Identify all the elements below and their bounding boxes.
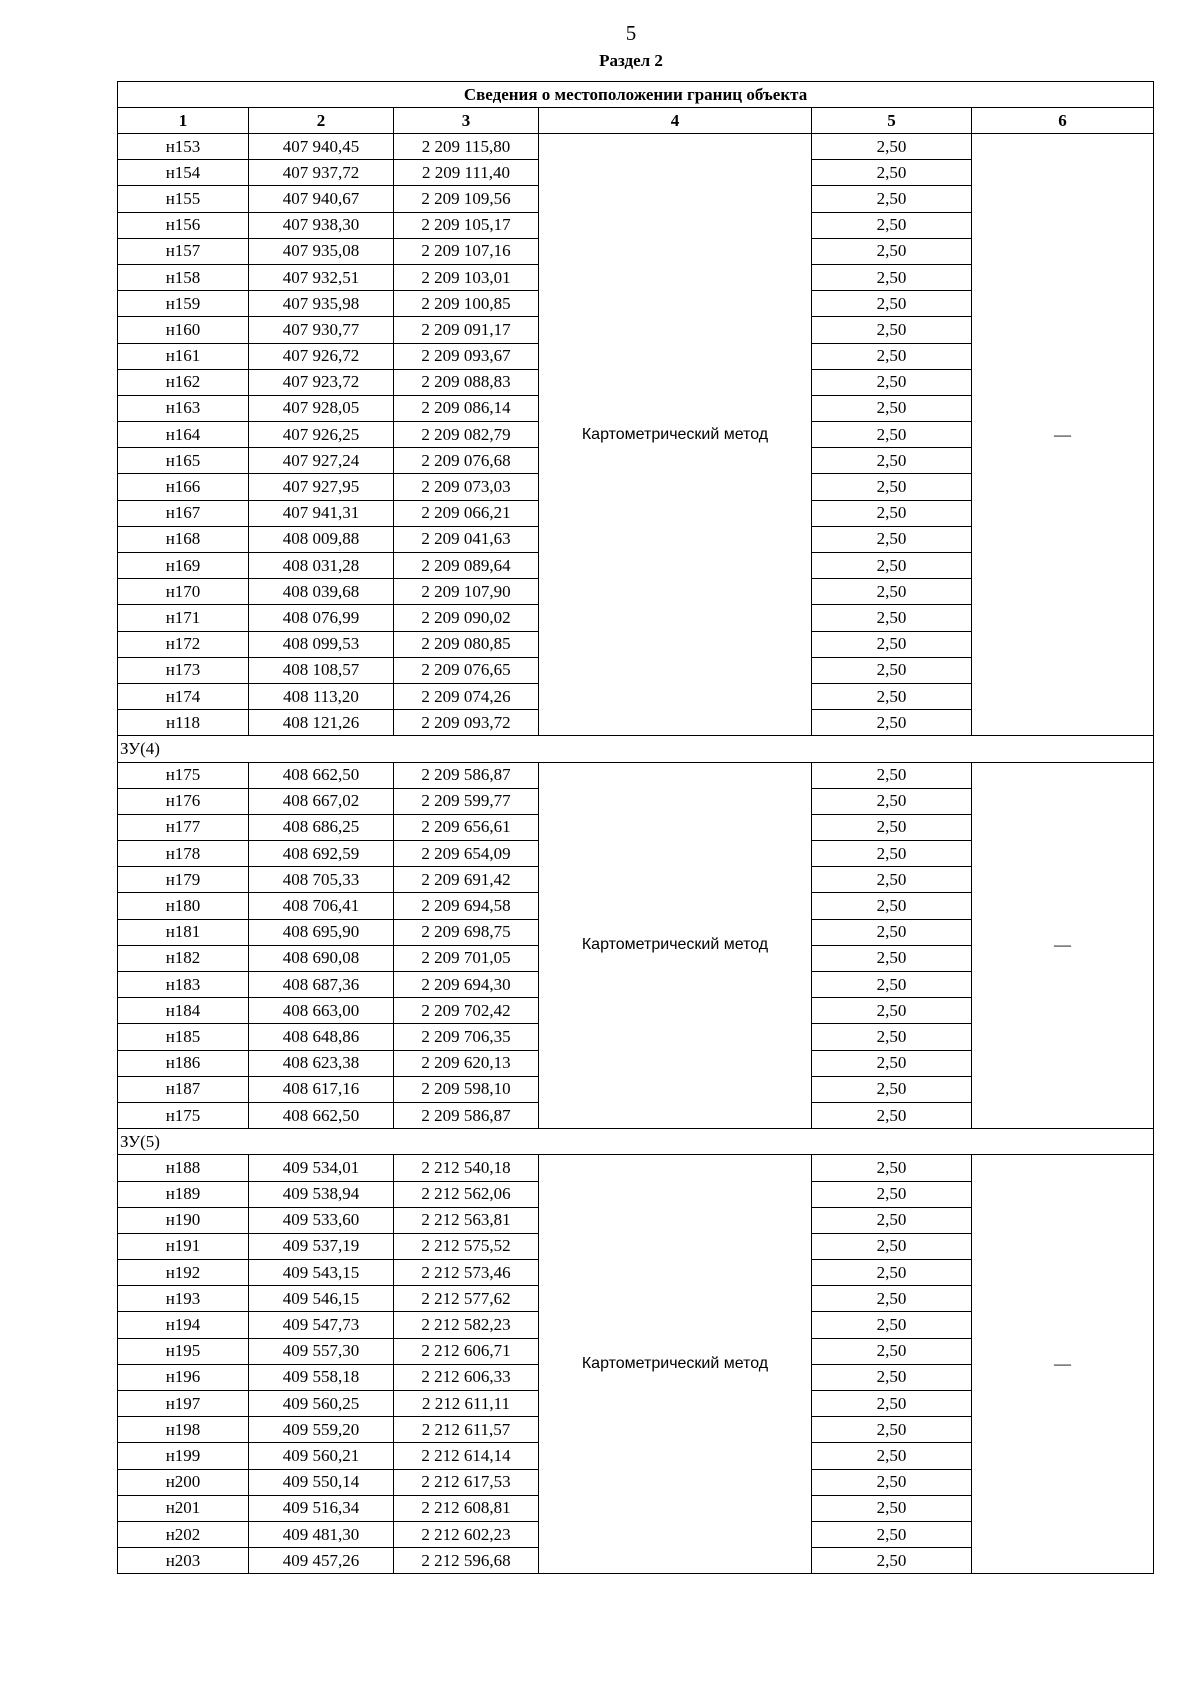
y-coordinate-cell: 2 212 573,46 bbox=[394, 1260, 539, 1286]
y-coordinate-cell: 2 209 702,42 bbox=[394, 998, 539, 1024]
point-name-cell: н182 bbox=[118, 945, 249, 971]
point-name-cell: н158 bbox=[118, 264, 249, 290]
y-coordinate-cell: 2 209 109,56 bbox=[394, 186, 539, 212]
x-coordinate-cell: 409 558,18 bbox=[249, 1364, 394, 1390]
x-coordinate-cell: 408 121,26 bbox=[249, 710, 394, 736]
y-coordinate-cell: 2 209 093,67 bbox=[394, 343, 539, 369]
column-header: 6 bbox=[972, 108, 1154, 134]
accuracy-cell: 2,50 bbox=[812, 710, 972, 736]
x-coordinate-cell: 407 926,25 bbox=[249, 422, 394, 448]
y-coordinate-cell: 2 212 540,18 bbox=[394, 1155, 539, 1181]
accuracy-cell: 2,50 bbox=[812, 526, 972, 552]
y-coordinate-cell: 2 209 073,03 bbox=[394, 474, 539, 500]
x-coordinate-cell: 407 930,77 bbox=[249, 317, 394, 343]
y-coordinate-cell: 2 212 606,33 bbox=[394, 1364, 539, 1390]
x-coordinate-cell: 407 928,05 bbox=[249, 395, 394, 421]
x-coordinate-cell: 409 537,19 bbox=[249, 1233, 394, 1259]
x-coordinate-cell: 408 009,88 bbox=[249, 526, 394, 552]
x-coordinate-cell: 408 623,38 bbox=[249, 1050, 394, 1076]
accuracy-cell: 2,50 bbox=[812, 1260, 972, 1286]
x-coordinate-cell: 408 039,68 bbox=[249, 579, 394, 605]
y-coordinate-cell: 2 209 041,63 bbox=[394, 526, 539, 552]
section-title: Раздел 2 bbox=[599, 51, 663, 70]
x-coordinate-cell: 408 690,08 bbox=[249, 945, 394, 971]
point-name-cell: н194 bbox=[118, 1312, 249, 1338]
y-coordinate-cell: 2 209 080,85 bbox=[394, 631, 539, 657]
group-label: ЗУ(4) bbox=[118, 736, 1154, 762]
boundary-coordinates-table bbox=[117, 81, 1154, 1574]
accuracy-cell: 2,50 bbox=[812, 422, 972, 448]
point-name-cell: н167 bbox=[118, 500, 249, 526]
accuracy-cell: 2,50 bbox=[812, 1469, 972, 1495]
accuracy-cell: 2,50 bbox=[812, 1312, 972, 1338]
point-name-cell: н155 bbox=[118, 186, 249, 212]
method-cell: Картометрический метод bbox=[539, 134, 812, 736]
x-coordinate-cell: 409 543,15 bbox=[249, 1260, 394, 1286]
x-coordinate-cell: 407 937,72 bbox=[249, 160, 394, 186]
accuracy-cell: 2,50 bbox=[812, 1155, 972, 1181]
point-name-cell: н176 bbox=[118, 788, 249, 814]
accuracy-cell: 2,50 bbox=[812, 343, 972, 369]
y-coordinate-cell: 2 209 100,85 bbox=[394, 291, 539, 317]
y-coordinate-cell: 2 209 082,79 bbox=[394, 422, 539, 448]
y-coordinate-cell: 2 212 563,81 bbox=[394, 1207, 539, 1233]
accuracy-cell: 2,50 bbox=[812, 1233, 972, 1259]
accuracy-cell: 2,50 bbox=[812, 1391, 972, 1417]
point-name-cell: н162 bbox=[118, 369, 249, 395]
x-coordinate-cell: 408 099,53 bbox=[249, 631, 394, 657]
point-name-cell: н171 bbox=[118, 605, 249, 631]
x-coordinate-cell: 408 705,33 bbox=[249, 867, 394, 893]
accuracy-cell: 2,50 bbox=[812, 238, 972, 264]
x-coordinate-cell: 407 935,08 bbox=[249, 238, 394, 264]
x-coordinate-cell: 408 076,99 bbox=[249, 605, 394, 631]
accuracy-cell: 2,50 bbox=[812, 1443, 972, 1469]
x-coordinate-cell: 409 533,60 bbox=[249, 1207, 394, 1233]
y-coordinate-cell: 2 209 105,17 bbox=[394, 212, 539, 238]
point-name-cell: н160 bbox=[118, 317, 249, 343]
point-name-cell: н203 bbox=[118, 1548, 249, 1574]
point-name-cell: н154 bbox=[118, 160, 249, 186]
x-coordinate-cell: 407 941,31 bbox=[249, 500, 394, 526]
x-coordinate-cell: 409 538,94 bbox=[249, 1181, 394, 1207]
point-name-cell: н170 bbox=[118, 579, 249, 605]
point-name-cell: н159 bbox=[118, 291, 249, 317]
x-coordinate-cell: 409 457,26 bbox=[249, 1548, 394, 1574]
point-name-cell: н201 bbox=[118, 1495, 249, 1521]
point-name-cell: н173 bbox=[118, 657, 249, 683]
table-row bbox=[118, 1155, 1154, 1181]
point-name-cell: н177 bbox=[118, 814, 249, 840]
y-coordinate-cell: 2 209 620,13 bbox=[394, 1050, 539, 1076]
table-row bbox=[118, 134, 1154, 160]
y-coordinate-cell: 2 212 617,53 bbox=[394, 1469, 539, 1495]
point-name-cell: н196 bbox=[118, 1364, 249, 1390]
accuracy-cell: 2,50 bbox=[812, 317, 972, 343]
x-coordinate-cell: 408 695,90 bbox=[249, 919, 394, 945]
accuracy-cell: 2,50 bbox=[812, 448, 972, 474]
column-header: 3 bbox=[394, 108, 539, 134]
y-coordinate-cell: 2 209 694,58 bbox=[394, 893, 539, 919]
accuracy-cell: 2,50 bbox=[812, 945, 972, 971]
column-header: 5 bbox=[812, 108, 972, 134]
point-name-cell: н163 bbox=[118, 395, 249, 421]
accuracy-cell: 2,50 bbox=[812, 631, 972, 657]
y-coordinate-cell: 2 209 701,05 bbox=[394, 945, 539, 971]
y-coordinate-cell: 2 209 656,61 bbox=[394, 814, 539, 840]
accuracy-cell: 2,50 bbox=[812, 369, 972, 395]
x-coordinate-cell: 409 550,14 bbox=[249, 1469, 394, 1495]
accuracy-cell: 2,50 bbox=[812, 762, 972, 788]
y-coordinate-cell: 2 209 654,09 bbox=[394, 841, 539, 867]
y-coordinate-cell: 2 212 611,11 bbox=[394, 1391, 539, 1417]
point-name-cell: н157 bbox=[118, 238, 249, 264]
point-name-cell: н200 bbox=[118, 1469, 249, 1495]
point-name-cell: н191 bbox=[118, 1233, 249, 1259]
y-coordinate-cell: 2 209 086,14 bbox=[394, 395, 539, 421]
x-coordinate-cell: 408 113,20 bbox=[249, 683, 394, 709]
x-coordinate-cell: 409 560,25 bbox=[249, 1391, 394, 1417]
y-coordinate-cell: 2 209 090,02 bbox=[394, 605, 539, 631]
y-coordinate-cell: 2 209 076,65 bbox=[394, 657, 539, 683]
accuracy-cell: 2,50 bbox=[812, 657, 972, 683]
y-coordinate-cell: 2 209 107,16 bbox=[394, 238, 539, 264]
point-name-cell: н197 bbox=[118, 1391, 249, 1417]
column6-cell: — bbox=[972, 134, 1154, 736]
y-coordinate-cell: 2 212 596,68 bbox=[394, 1548, 539, 1574]
point-name-cell: н192 bbox=[118, 1260, 249, 1286]
x-coordinate-cell: 409 559,20 bbox=[249, 1417, 394, 1443]
x-coordinate-cell: 407 927,24 bbox=[249, 448, 394, 474]
y-coordinate-cell: 2 212 582,23 bbox=[394, 1312, 539, 1338]
accuracy-cell: 2,50 bbox=[812, 1495, 972, 1521]
accuracy-cell: 2,50 bbox=[812, 1338, 972, 1364]
column6-cell: — bbox=[972, 1155, 1154, 1574]
accuracy-cell: 2,50 bbox=[812, 972, 972, 998]
x-coordinate-cell: 408 031,28 bbox=[249, 553, 394, 579]
x-coordinate-cell: 409 516,34 bbox=[249, 1495, 394, 1521]
accuracy-cell: 2,50 bbox=[812, 1417, 972, 1443]
y-coordinate-cell: 2 209 115,80 bbox=[394, 134, 539, 160]
point-name-cell: н172 bbox=[118, 631, 249, 657]
x-coordinate-cell: 407 935,98 bbox=[249, 291, 394, 317]
y-coordinate-cell: 2 209 111,40 bbox=[394, 160, 539, 186]
y-coordinate-cell: 2 209 093,72 bbox=[394, 710, 539, 736]
x-coordinate-cell: 409 547,73 bbox=[249, 1312, 394, 1338]
y-coordinate-cell: 2 209 694,30 bbox=[394, 972, 539, 998]
accuracy-cell: 2,50 bbox=[812, 186, 972, 212]
point-name-cell: н161 bbox=[118, 343, 249, 369]
accuracy-cell: 2,50 bbox=[812, 474, 972, 500]
y-coordinate-cell: 2 212 608,81 bbox=[394, 1495, 539, 1521]
accuracy-cell: 2,50 bbox=[812, 788, 972, 814]
accuracy-cell: 2,50 bbox=[812, 683, 972, 709]
y-coordinate-cell: 2 209 107,90 bbox=[394, 579, 539, 605]
column-header: 4 bbox=[539, 108, 812, 134]
y-coordinate-cell: 2 209 706,35 bbox=[394, 1024, 539, 1050]
x-coordinate-cell: 408 617,16 bbox=[249, 1076, 394, 1102]
x-coordinate-cell: 407 938,30 bbox=[249, 212, 394, 238]
y-coordinate-cell: 2 209 074,26 bbox=[394, 683, 539, 709]
group-label: ЗУ(5) bbox=[118, 1129, 1154, 1155]
x-coordinate-cell: 408 662,50 bbox=[249, 1102, 394, 1128]
point-name-cell: н178 bbox=[118, 841, 249, 867]
x-coordinate-cell: 409 481,30 bbox=[249, 1521, 394, 1547]
accuracy-cell: 2,50 bbox=[812, 134, 972, 160]
accuracy-cell: 2,50 bbox=[812, 605, 972, 631]
y-coordinate-cell: 2 209 586,87 bbox=[394, 1102, 539, 1128]
column-header: 2 bbox=[249, 108, 394, 134]
x-coordinate-cell: 408 686,25 bbox=[249, 814, 394, 840]
x-coordinate-cell: 408 667,02 bbox=[249, 788, 394, 814]
x-coordinate-cell: 407 940,45 bbox=[249, 134, 394, 160]
point-name-cell: н199 bbox=[118, 1443, 249, 1469]
accuracy-cell: 2,50 bbox=[812, 500, 972, 526]
point-name-cell: н181 bbox=[118, 919, 249, 945]
point-name-cell: н175 bbox=[118, 762, 249, 788]
y-coordinate-cell: 2 212 611,57 bbox=[394, 1417, 539, 1443]
x-coordinate-cell: 409 534,01 bbox=[249, 1155, 394, 1181]
column6-cell: — bbox=[972, 762, 1154, 1129]
point-name-cell: н153 bbox=[118, 134, 249, 160]
accuracy-cell: 2,50 bbox=[812, 919, 972, 945]
x-coordinate-cell: 407 923,72 bbox=[249, 369, 394, 395]
point-name-cell: н156 bbox=[118, 212, 249, 238]
x-coordinate-cell: 408 662,50 bbox=[249, 762, 394, 788]
x-coordinate-cell: 407 940,67 bbox=[249, 186, 394, 212]
accuracy-cell: 2,50 bbox=[812, 291, 972, 317]
table-title: Сведения о местоположении границ объекта bbox=[118, 82, 1154, 108]
accuracy-cell: 2,50 bbox=[812, 212, 972, 238]
y-coordinate-cell: 2 209 586,87 bbox=[394, 762, 539, 788]
point-name-cell: н165 bbox=[118, 448, 249, 474]
y-coordinate-cell: 2 209 599,77 bbox=[394, 788, 539, 814]
page-number: 5 bbox=[625, 21, 637, 45]
y-coordinate-cell: 2 212 562,06 bbox=[394, 1181, 539, 1207]
y-coordinate-cell: 2 212 575,52 bbox=[394, 1233, 539, 1259]
point-name-cell: н174 bbox=[118, 683, 249, 709]
accuracy-cell: 2,50 bbox=[812, 998, 972, 1024]
group-header-row bbox=[118, 736, 1154, 762]
accuracy-cell: 2,50 bbox=[812, 1521, 972, 1547]
y-coordinate-cell: 2 209 089,64 bbox=[394, 553, 539, 579]
x-coordinate-cell: 407 926,72 bbox=[249, 343, 394, 369]
point-name-cell: н118 bbox=[118, 710, 249, 736]
point-name-cell: н179 bbox=[118, 867, 249, 893]
accuracy-cell: 2,50 bbox=[812, 1102, 972, 1128]
y-coordinate-cell: 2 209 088,83 bbox=[394, 369, 539, 395]
accuracy-cell: 2,50 bbox=[812, 1207, 972, 1233]
x-coordinate-cell: 408 663,00 bbox=[249, 998, 394, 1024]
y-coordinate-cell: 2 209 691,42 bbox=[394, 867, 539, 893]
accuracy-cell: 2,50 bbox=[812, 1181, 972, 1207]
x-coordinate-cell: 408 648,86 bbox=[249, 1024, 394, 1050]
point-name-cell: н198 bbox=[118, 1417, 249, 1443]
point-name-cell: н195 bbox=[118, 1338, 249, 1364]
point-name-cell: н175 bbox=[118, 1102, 249, 1128]
column-header: 1 bbox=[118, 108, 249, 134]
y-coordinate-cell: 2 209 091,17 bbox=[394, 317, 539, 343]
y-coordinate-cell: 2 209 066,21 bbox=[394, 500, 539, 526]
point-name-cell: н180 bbox=[118, 893, 249, 919]
point-name-cell: н193 bbox=[118, 1286, 249, 1312]
method-cell: Картометрический метод bbox=[539, 1155, 812, 1574]
point-name-cell: н189 bbox=[118, 1181, 249, 1207]
point-name-cell: н202 bbox=[118, 1521, 249, 1547]
accuracy-cell: 2,50 bbox=[812, 1364, 972, 1390]
accuracy-cell: 2,50 bbox=[812, 395, 972, 421]
accuracy-cell: 2,50 bbox=[812, 1076, 972, 1102]
x-coordinate-cell: 408 706,41 bbox=[249, 893, 394, 919]
point-name-cell: н190 bbox=[118, 1207, 249, 1233]
y-coordinate-cell: 2 209 103,01 bbox=[394, 264, 539, 290]
accuracy-cell: 2,50 bbox=[812, 893, 972, 919]
accuracy-cell: 2,50 bbox=[812, 579, 972, 605]
table-row bbox=[118, 762, 1154, 788]
x-coordinate-cell: 407 932,51 bbox=[249, 264, 394, 290]
point-name-cell: н166 bbox=[118, 474, 249, 500]
x-coordinate-cell: 408 692,59 bbox=[249, 841, 394, 867]
y-coordinate-cell: 2 212 606,71 bbox=[394, 1338, 539, 1364]
point-name-cell: н187 bbox=[118, 1076, 249, 1102]
group-header-row bbox=[118, 1129, 1154, 1155]
point-name-cell: н184 bbox=[118, 998, 249, 1024]
accuracy-cell: 2,50 bbox=[812, 160, 972, 186]
point-name-cell: н186 bbox=[118, 1050, 249, 1076]
accuracy-cell: 2,50 bbox=[812, 1286, 972, 1312]
y-coordinate-cell: 2 209 076,68 bbox=[394, 448, 539, 474]
point-name-cell: н164 bbox=[118, 422, 249, 448]
x-coordinate-cell: 408 687,36 bbox=[249, 972, 394, 998]
x-coordinate-cell: 408 108,57 bbox=[249, 657, 394, 683]
accuracy-cell: 2,50 bbox=[812, 264, 972, 290]
x-coordinate-cell: 407 927,95 bbox=[249, 474, 394, 500]
y-coordinate-cell: 2 212 577,62 bbox=[394, 1286, 539, 1312]
accuracy-cell: 2,50 bbox=[812, 553, 972, 579]
accuracy-cell: 2,50 bbox=[812, 867, 972, 893]
accuracy-cell: 2,50 bbox=[812, 1050, 972, 1076]
point-name-cell: н168 bbox=[118, 526, 249, 552]
accuracy-cell: 2,50 bbox=[812, 1548, 972, 1574]
y-coordinate-cell: 2 209 598,10 bbox=[394, 1076, 539, 1102]
column-header-row bbox=[118, 108, 1154, 134]
accuracy-cell: 2,50 bbox=[812, 841, 972, 867]
point-name-cell: н183 bbox=[118, 972, 249, 998]
accuracy-cell: 2,50 bbox=[812, 814, 972, 840]
point-name-cell: н185 bbox=[118, 1024, 249, 1050]
point-name-cell: н188 bbox=[118, 1155, 249, 1181]
y-coordinate-cell: 2 209 698,75 bbox=[394, 919, 539, 945]
x-coordinate-cell: 409 557,30 bbox=[249, 1338, 394, 1364]
accuracy-cell: 2,50 bbox=[812, 1024, 972, 1050]
x-coordinate-cell: 409 560,21 bbox=[249, 1443, 394, 1469]
y-coordinate-cell: 2 212 602,23 bbox=[394, 1521, 539, 1547]
x-coordinate-cell: 409 546,15 bbox=[249, 1286, 394, 1312]
y-coordinate-cell: 2 212 614,14 bbox=[394, 1443, 539, 1469]
method-cell: Картометрический метод bbox=[539, 762, 812, 1129]
point-name-cell: н169 bbox=[118, 553, 249, 579]
table-title-row bbox=[118, 82, 1154, 108]
